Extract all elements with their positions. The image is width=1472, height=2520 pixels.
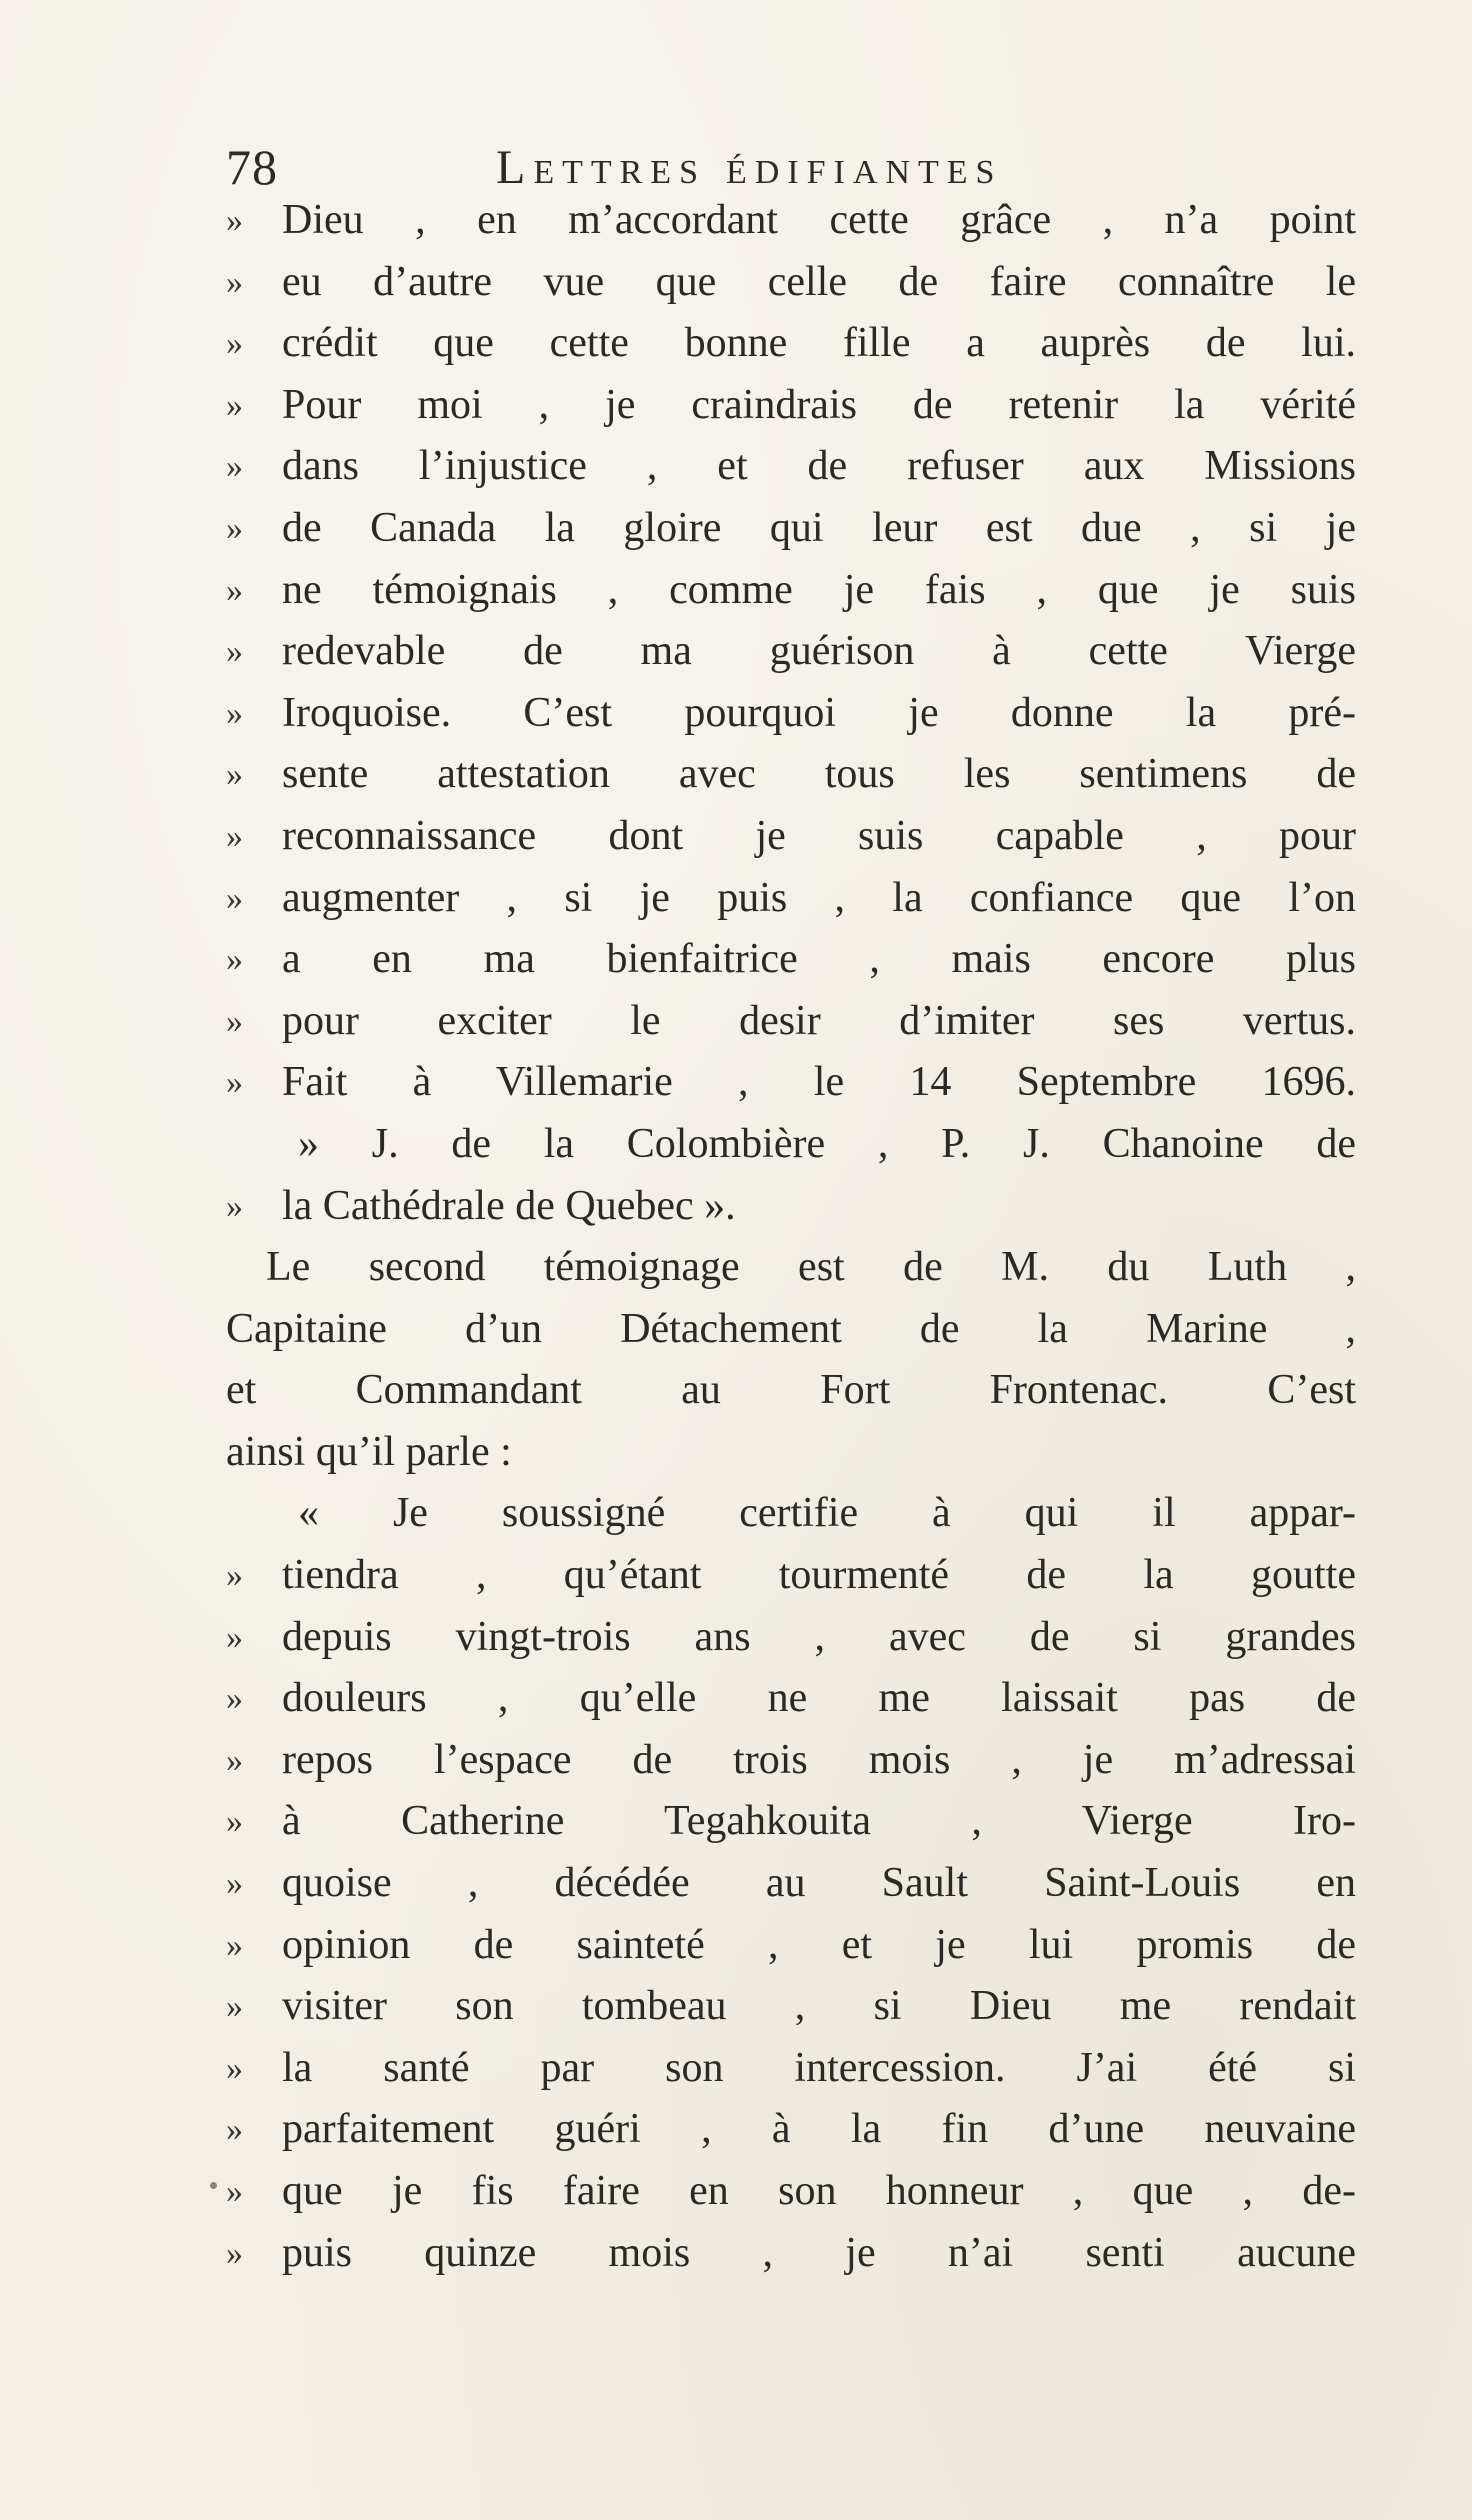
quote-mark: » [226, 1926, 243, 1964]
quote-mark: » [226, 879, 243, 917]
quote-mark: » [226, 694, 243, 732]
quote-mark: » [226, 1865, 243, 1903]
text-line [226, 1607, 1356, 1669]
line-text: opinion de sainteté , et je lui promis de [282, 1921, 1356, 1968]
line-text: Capitaine d’un Détachement de la Marine , [226, 1305, 1356, 1352]
line-text: à Catherine Tegahkouita , Vierge Iro- [282, 1798, 1356, 1845]
text-line [226, 1730, 1356, 1792]
text-line [226, 313, 1356, 375]
line-text: Fait à Villemarie , le 14 Septembre 1696. [282, 1059, 1356, 1106]
page-number: 78 [226, 139, 278, 195]
quote-mark: » [226, 509, 243, 547]
text-line [226, 1176, 1356, 1238]
text-line [226, 929, 1356, 991]
body-text [226, 190, 1356, 2284]
line-text: quoise , décédée au Sault Saint-Louis en [282, 1860, 1356, 1907]
quote-mark: » [226, 325, 243, 363]
text-line [226, 1422, 1356, 1484]
line-text: depuis vingt-trois ans , avec de si grandes [282, 1613, 1356, 1660]
text-line [226, 991, 1356, 1053]
line-text: sente attestation avec tous les sentimens de [282, 751, 1356, 798]
quote-mark: » [226, 817, 243, 855]
text-line [226, 1976, 1356, 2038]
text-line [226, 1915, 1356, 1977]
line-text: a en ma bienfaitrice , mais encore plus [282, 936, 1356, 983]
text-line [226, 1052, 1356, 1114]
text-line [226, 1545, 1356, 1607]
text-line [226, 806, 1356, 868]
quote-mark: » [226, 2234, 243, 2272]
quote-mark: » [226, 1618, 243, 1656]
line-text: « Je soussigné certifie à qui il appar- [298, 1490, 1356, 1537]
text-line [226, 1114, 1356, 1176]
text-line [226, 744, 1356, 806]
line-text: puis quinze mois , je n’ai senti aucune [282, 2229, 1356, 2276]
quote-mark: » [226, 263, 243, 301]
text-line [226, 1791, 1356, 1853]
text-line [226, 436, 1356, 498]
page-header [226, 138, 1366, 198]
line-text: augmenter , si je puis , la confiance que l’on [282, 874, 1356, 921]
line-text: dans l’injustice , et de refuser aux Missions [282, 443, 1356, 490]
text-line [226, 1483, 1356, 1545]
quote-mark: » [226, 756, 243, 794]
running-title: Lettres édifiantes [496, 141, 1003, 194]
quote-mark: » [226, 2111, 243, 2149]
text-line [226, 621, 1356, 683]
quote-mark: » [226, 571, 243, 609]
quote-mark: » [226, 448, 243, 486]
text-line [226, 2161, 1356, 2223]
line-text: crédit que cette bonne fille a auprès de lui. [282, 320, 1356, 367]
line-text: » J. de la Colombière , P. J. Chanoine de [298, 1120, 1356, 1167]
line-text: Pour moi , je craindrais de retenir la vérité [282, 381, 1356, 428]
text-line [226, 560, 1356, 622]
line-text: Iroquoise. C’est pourquoi je donne la pré- [282, 689, 1356, 736]
quote-mark: » [226, 1680, 243, 1718]
line-text: tiendra , qu’étant tourmenté de la goutte [282, 1552, 1356, 1599]
quote-mark: » [226, 1803, 243, 1841]
line-text: ainsi qu’il parle : [226, 1428, 512, 1475]
quote-mark: » [226, 1187, 243, 1225]
text-line [226, 1853, 1356, 1915]
line-text: la Cathédrale de Quebec ». [282, 1182, 736, 1229]
text-line [226, 683, 1356, 745]
line-text: et Commandant au Fort Frontenac. C’est [226, 1367, 1356, 1414]
text-line [226, 1237, 1356, 1299]
line-text: Dieu , en m’accordant cette grâce , n’a point [282, 197, 1356, 243]
text-line [226, 375, 1356, 437]
quote-mark: » [226, 1741, 243, 1779]
quote-mark: » [226, 1002, 243, 1040]
line-text: reconnaissance dont je suis capable , pour [282, 812, 1356, 859]
line-text: douleurs , qu’elle ne me laissait pas de [282, 1675, 1356, 1722]
text-line [226, 1668, 1356, 1730]
line-text: pour exciter le desir d’imiter ses vertus. [282, 997, 1356, 1044]
line-text: visiter son tombeau , si Dieu me rendait [282, 1983, 1356, 2030]
line-text: ne témoignais , comme je fais , que je suis [282, 566, 1356, 613]
quote-mark: » [226, 1064, 243, 1102]
line-text: que je fis faire en son honneur , que , de- [282, 2168, 1356, 2214]
line-text: redevable de ma guérison à cette Vierge [282, 628, 1356, 675]
quote-mark: » [226, 202, 243, 239]
text-line [226, 1360, 1356, 1422]
text-line [226, 252, 1356, 314]
quote-mark: » [226, 2173, 243, 2210]
line-text: de Canada la gloire qui leur est due , si je [282, 504, 1356, 551]
text-line [226, 2099, 1356, 2161]
quote-mark: » [226, 2049, 243, 2087]
quote-mark: » [226, 1557, 243, 1595]
text-line [226, 498, 1356, 560]
line-text: Le second témoignage est de M. du Luth , [266, 1244, 1356, 1291]
line-text: la santé par son intercession. J’ai été si [282, 2044, 1356, 2091]
text-line [226, 190, 1356, 252]
quote-mark: » [226, 941, 243, 979]
text-line [226, 2223, 1356, 2285]
text-line [226, 2038, 1356, 2100]
ink-speck [210, 2182, 217, 2189]
line-text: eu d’autre vue que celle de faire connaître le [282, 258, 1356, 305]
quote-mark: » [226, 633, 243, 671]
quote-mark: » [226, 1988, 243, 2026]
text-line [226, 868, 1356, 930]
quote-mark: » [226, 386, 243, 424]
text-line [226, 1299, 1356, 1361]
line-text: parfaitement guéri , à la fin d’une neuvaine [282, 2106, 1356, 2153]
line-text: repos l’espace de trois mois , je m’adressai [282, 1736, 1356, 1783]
